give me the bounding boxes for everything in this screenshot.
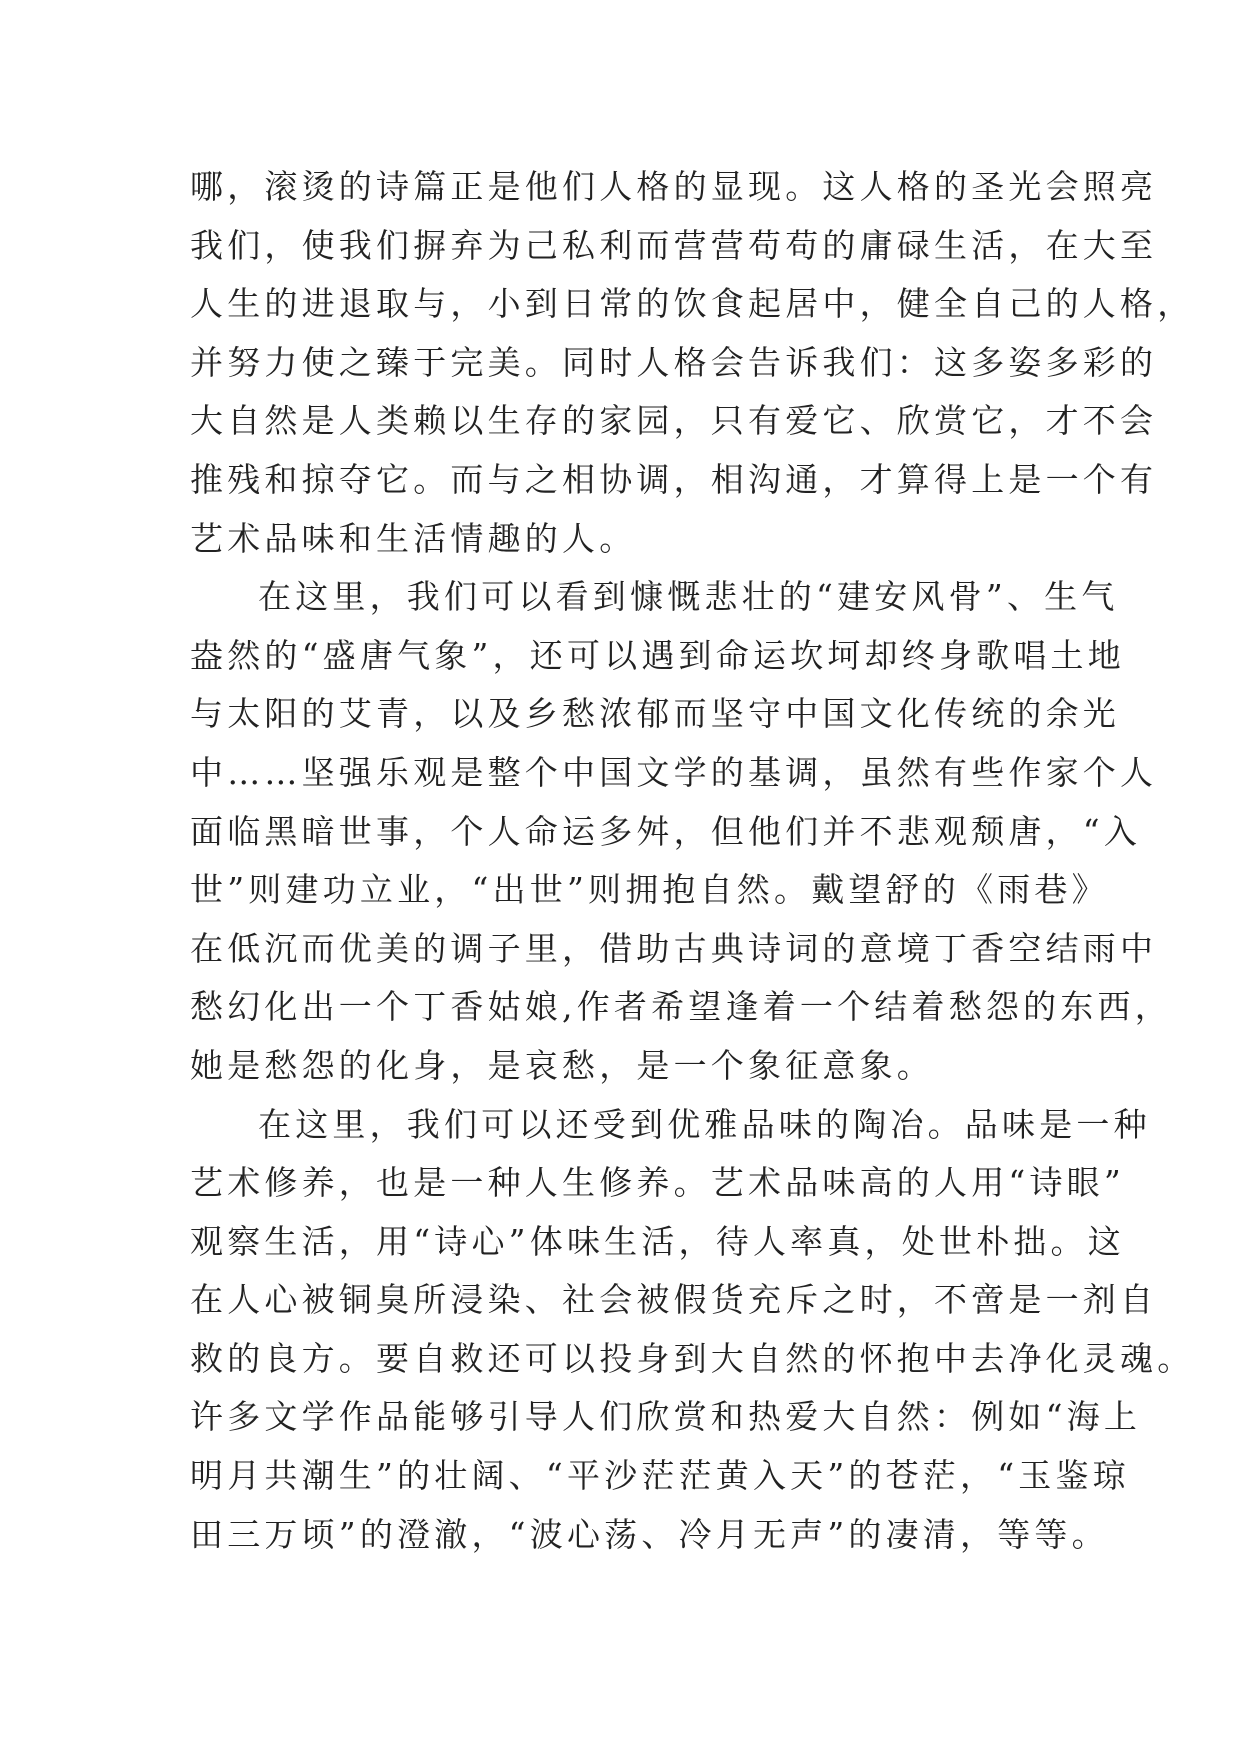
text-line: 并努力使之臻于完美。同时人格会告诉我们：这多姿多彩的	[190, 342, 1158, 382]
text-line: 我们，使我们摒弃为己私利而营营苟苟的庸碌生活，在大至	[190, 225, 1158, 265]
text-line: 明月共潮生”的壮阔、“平沙茫茫黄入天”的苍茫，“玉鉴琼	[190, 1456, 1130, 1496]
text-line: 人生的进退取与，小到日常的饮食起居中，健全自己的人格，	[190, 284, 1195, 324]
text-line: 推残和掠夺它。而与之相协调，相沟通，才算得上是一个有	[190, 459, 1158, 499]
text-line: 田三万顷”的澄澈，“波心荡、冷月无声”的凄清，等等。	[190, 1514, 1109, 1554]
text-line: 观察生活，用“诗心”体味生活，待人率真，处世朴拙。这	[190, 1221, 1125, 1261]
text-line: 愁幻化出一个丁香姑娘,作者希望逢着一个结着愁怨的东西，	[190, 987, 1172, 1027]
text-line: 许多文学作品能够引导人们欣赏和热爱大自然：例如“海上	[190, 1397, 1142, 1437]
paragraph-start-line: 在这里，我们可以看到慷慨悲壮的“建安风骨”、生气	[258, 577, 1119, 617]
text-line: 艺术修养，也是一种人生修养。艺术品味高的人用“诗眼”	[190, 1163, 1125, 1203]
text-line: 救的良方。要自救还可以投身到大自然的怀抱中去净化灵魂。	[190, 1338, 1195, 1378]
text-line: 世”则建功立业，“出世”则拥抱自然。戴望舒的《雨巷》	[190, 870, 1109, 910]
text-line: 哪，滚烫的诗篇正是他们人格的显现。这人格的圣光会照亮	[190, 167, 1158, 206]
text-line: 大自然是人类赖以生存的家园，只有爱它、欣赏它，才不会	[190, 401, 1158, 441]
text-line: 中……坚强乐观是整个中国文学的基调，虽然有些作家个人	[190, 752, 1158, 792]
text-line: 在人心被铜臭所浸染、社会被假货充斥之时，不啻是一剂自	[190, 1280, 1158, 1320]
text-line: 她是愁怨的化身，是哀愁，是一个象征意象。	[190, 1045, 934, 1085]
text-line: 盎然的“盛唐气象”，还可以遇到命运坎坷却终身歌唱土地	[190, 635, 1125, 675]
paragraph-start-line: 在这里，我们可以还受到优雅品味的陶冶。品味是一种	[258, 1104, 1151, 1144]
text-line: 面临黑暗世事，个人命运多舛，但他们并不悲观颓唐，“入	[190, 811, 1142, 851]
text-line: 艺术品味和生活情趣的人。	[190, 518, 637, 558]
body-text	[190, 158, 1195, 1564]
text-line: 在低沉而优美的调子里，借助古典诗词的意境丁香空结雨中	[190, 928, 1158, 968]
text-line: 与太阳的艾青，以及乡愁浓郁而坚守中国文化传统的余光	[190, 694, 1120, 734]
